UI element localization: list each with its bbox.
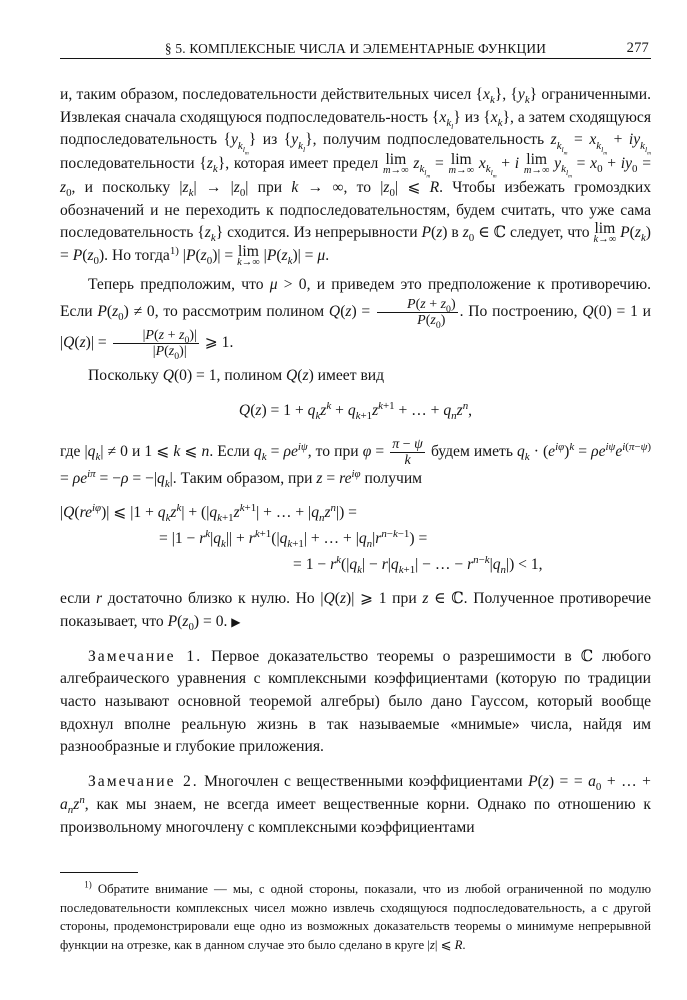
paragraph-3: Поскольку Q(0) = 1, полином Q(z) имеет вид	[88, 367, 385, 385]
main-text	[60, 84, 651, 839]
paragraph-5: если r достаточно близко к нулю. Но |Q(z)| ⩾ 1 при z ∈ ℂ. Полученное противоречие показывает, что $P(z_0) = 0$. ▶	[60, 590, 652, 634]
page-number: 277	[626, 40, 649, 56]
polynomial-formula: $Q(z) = 1 + q_kz^k + q_{k+1}z^{k+1}$ + … + $q_nz^n$,	[238, 399, 473, 422]
paragraph-2: Теперь предположим, что μ > 0, и приведем это предположение к противоречию. Если $P(z_0) \ne 0$, то рассмотрим полином Q(z) = $\frac{P(z + z_0)}{P(z_0)}$ . По построению, Q(0) = 1 и |Q(z)| = $\frac{|P(z + z_0)|}{|P(z_0)|}$ ⩾ 1.	[60, 276, 652, 362]
running-header	[60, 36, 651, 59]
equation-line-3: = $1 - r^k(|q_k| - r|q_{k+1}|$ − … − $r^{n-k}|q_n|) < 1$,	[293, 554, 543, 577]
remark-1-title: Замечание 1.	[88, 647, 203, 665]
end-of-proof-icon: ▶	[231, 614, 241, 629]
remark-1	[60, 646, 651, 760]
remark-1-body: Первое доказательство теоремы о разрешимости в ℂ любого алгебраического уравнения с комплексными коэффициентами (которую по традиции часто называют основной теоремой алгебры) было дано Гауссом, который вообще вдохнул вполне реальную жизнь в так называемые «мнимые» числа, найдя им разнообразные и глубокие приложения.	[60, 647, 651, 756]
remark-2: Замечание 2. Многочлен с вещественными коэффициентами P(z) = = $a_0$ + … + $a_nz^n$, как мы знаем, не всегда имеет вещественные корни. Однако по отношению к произвольному многочлену с комплексными коэффициентами	[60, 773, 651, 836]
paragraph-1: и, таким образом, последовательности действительных чисел $\{x_k\}$, $\{y_k\}$ ограниченными. Извлекая сначала сходящуюся подпоследователь-ность $\{x_{k_l}\}$ из $\{x_k\}$, а затем сходящуюся подпоследовательность $\{y_{k_{l_m}}\}$ из $\{y_{k_l}\}$, получим подпоследовательность $z_{k_{l_m}} = x_{k_{l_m}} + iy_{k_{l_m}}$ последовательности $\{z_k\}$, которая имеет предел lim m→∞ $z_{k_{l_m}}$ = lim m→∞ $x_{k_{l_m}} + i$ lim m→∞ $y_{k_{l_m}} = x_0 + iy_0 = z_0$, и поскольку $|z_k| \to |z_0|$ при k → ∞, то $|z_0|$ ⩽ R. Чтобы избежать громоздких обозначений и не переходить к подпоследовательностям, будем считать, что уже сама последовательность $\{z_k\}$ сходится. Из непрерывности P(z) в $z_0$ ∈ ℂ следует, что lim k→∞ $P(z_k) = P(z_0)$. Но тогда$^{1)}$ $|P(z_0)|$ = lim k→∞ $|P(z_k)| = \mu$.	[60, 86, 652, 269]
footnote-mark: 1)	[84, 879, 92, 890]
remark-2-title: Замечание 2.	[88, 773, 199, 791]
footnote-rule	[60, 872, 138, 873]
equation-line-2: = $|1 - r^k|q_k|| + r^{k+1}(|q_{k+1}|$ + … + $|q_n|r^{n-k-1}$) =	[159, 528, 428, 551]
footnote: $^{1)}$ Обратите внимание — мы, с одной стороны, показали, что из любой ограниченной по модулю последовательности комплексных чисел можно извлечь сходящуюся подпоследовательность, а с другой стороны, продемонстрировали еще одно из возможных доказательств теоремы о минимуме непрерывной функции на отрезке, как в данном случае это было сделано в круге |z| ⩽ R.	[60, 879, 652, 952]
equation-line-1: $|Q(re^{i\varphi})|$ ⩽ $|1 + q_kz^k| + (|q_{k+1}z^{k+1}|$ + … + $|q_nz^n|$) =	[60, 502, 357, 525]
running-title: § 5. КОМПЛЕКСНЫЕ ЧИСЛА И ЭЛЕМЕНТАРНЫЕ ФУНКЦИИ	[164, 41, 547, 56]
inequality-chain	[60, 500, 651, 578]
paragraph-4: где $|q_k| \ne 0$ и 1 ⩽ k ⩽ n. Если $q_k = \rho e^{i\psi}$, то при φ = $\frac{\pi - \psi}{k}$ будем иметь $q_k \cdot (e^{i\varphi})^k = \rho e^{i\psi}e^{i(\pi-\psi)} = \rho e^{i\pi} = -\rho = -|q_k|$. Таким образом, при $z = re^{i\varphi}$ получим	[60, 436, 651, 490]
